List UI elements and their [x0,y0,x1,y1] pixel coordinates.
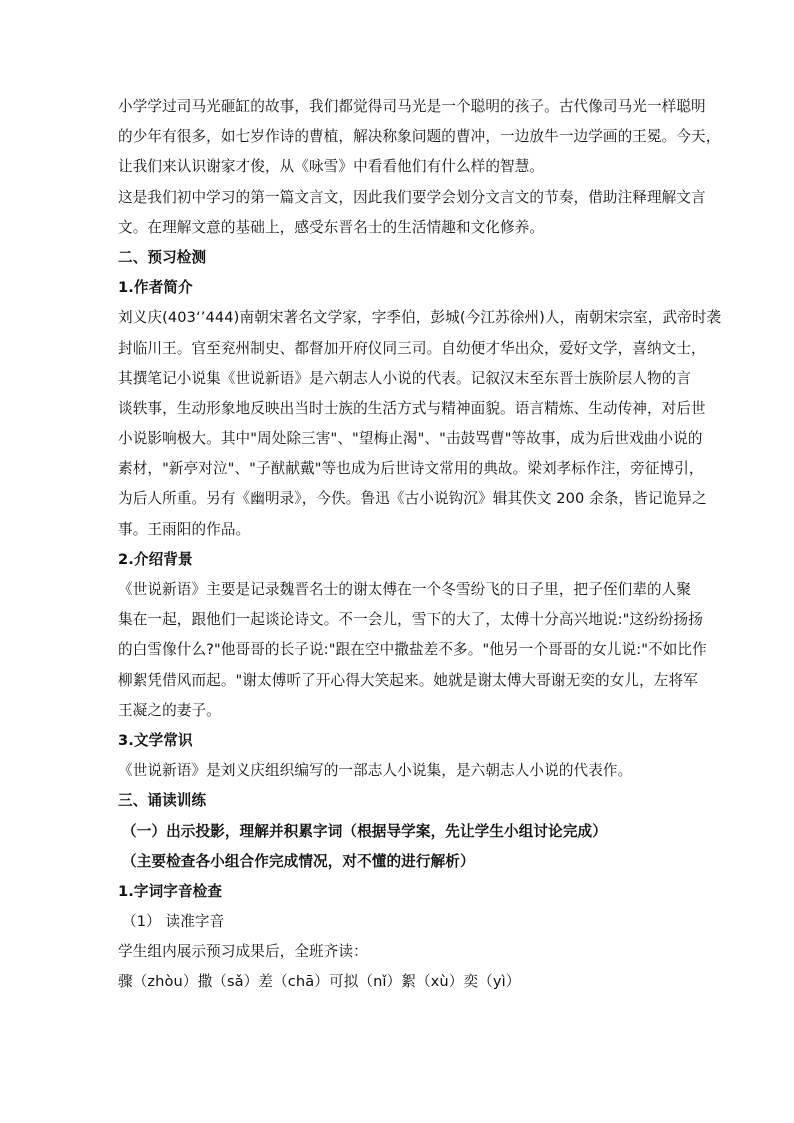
background-heading: 2.介绍背景 [118,550,193,568]
author-line-8: 事。王雨阳的作品。 [118,520,251,538]
pronunciation-check-heading: 1.字词字音检查 [118,882,223,900]
document-page [118,92,722,998]
pinyin-line: 骤（zhòu）撒（sǎ）差（chā）可拟（nǐ）絮（xù）奕（yì） [118,973,521,991]
author-line-4: 谈轶事，生动形象地反映出当时士族的生活方式与精神面貌。语言精炼、生动传神，对后世 [118,399,706,417]
reading-subheading-2: （主要检查各小组合作完成情况，对不懂的进行解析） [122,852,475,870]
intro-line-5: 文。在理解文意的基础上，感受东晋名士的生活情趣和文化修养。 [118,218,545,236]
author-line-2: 封临川王。官至兖州制史、都督加开府仪同三司。自幼便才华出众，爱好文学，喜纳文士， [118,339,706,357]
background-line-5: 王凝之的妻子。 [118,701,221,719]
section-heading-preview: 二、预习检测 [118,248,207,266]
intro-line-3: 让我们来认识谢家才俊，从《咏雪》中看看他们有什么样的智慧。 [118,158,545,176]
reading-subheading-1: （一）出示投影，理解并积累字词（根据导学案，先让学生小组讨论完成） [122,822,607,840]
background-line-3: 的白雪像什么?"他哥哥的长子说:"跟在空中撒盐差不多。"他另一个哥哥的女儿说:"不如比作 [118,641,707,659]
read-item: （1） 读准字音 [122,913,225,931]
author-line-1: 刘义庆(403‘’444)南朝宋著名文学家，字季伯，彭城(今江苏徐州)人，南朝宋宗室，武帝时袭 [118,309,722,327]
background-line-4: 柳絮凭借风而起。"谢太傅听了开心得大笑起来。她就是谢太傅大哥谢无奕的女儿，左将军 [118,671,698,689]
background-line-1: 《世说新语》主要是记录魏晋名士的谢太傅在一个冬雪纷飞的日子里，把子侄们辈的人聚 [118,581,692,598]
author-line-3: 其撰笔记小说集《世说新语》是六朝志人小说的代表。记叙汉末至东晋士族阶层人物的言 [118,369,692,387]
author-line-7: 为后人所重。另有《幽明录》，今佚。鲁迅《古小说钩沉》辑其佚文 200 余条，皆记诡异之 [118,490,707,508]
intro-line-1: 小学学过司马光砸缸的故事，我们都觉得司马光是一个聪明的孩子。古代像司马光一样聪明 [118,98,706,115]
author-line-5: 小说影响极大。其中"周处除三害"、"望梅止渴"、"击鼓骂曹"等故事，成为后世戏曲小说的 [118,430,703,448]
background-line-2: 集在一起，跟他们一起谈论诗文。不一会儿，雪下的大了，太傅十分高兴地说:"这纷纷扬扬 [118,611,703,629]
intro-line-4: 这是我们初中学习的第一篇文言文，因此我们要学会划分文言文的节奏，借助注释理解文言 [118,188,706,206]
intro-line-2: 的少年有很多，如七岁作诗的曹植，解决称象问题的曹冲，一边放牛一边学画的王冕。今天， [118,128,721,146]
author-line-6: 素材，"新亭对泣"、"子猷献戴"等也成为后世诗文常用的典故。梁刘孝标作注，旁征博引， [118,460,704,478]
read-description: 学生组内展示预习成果后，全班齐读： [118,943,368,961]
literature-line: 《世说新语》是刘义庆组织编写的一部志人小说集，是六朝志人小说的代表作。 [118,762,633,780]
literature-heading: 3.文学常识 [118,731,193,749]
author-heading: 1.作者简介 [118,279,193,297]
section-heading-reading: 三、诵读训练 [118,792,207,810]
